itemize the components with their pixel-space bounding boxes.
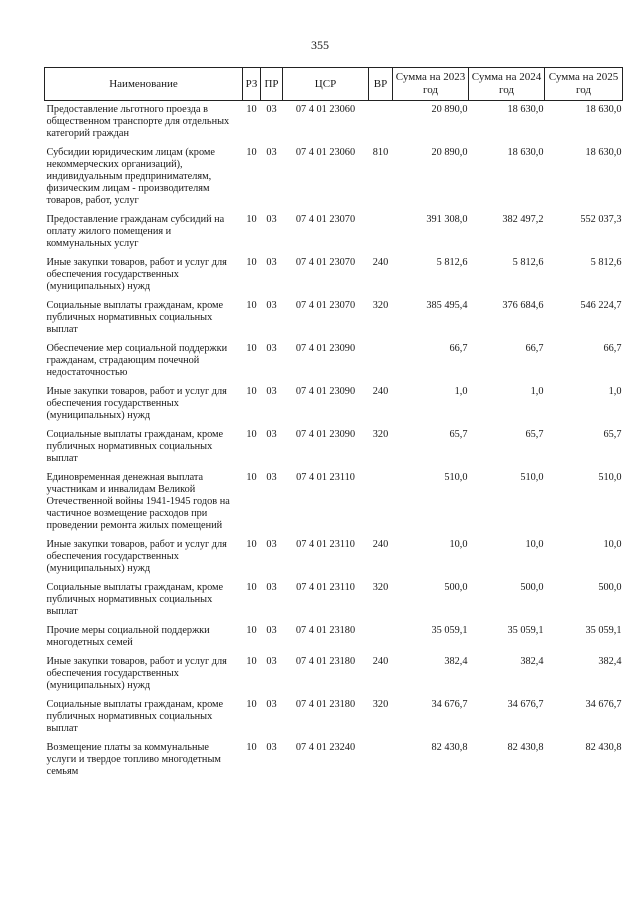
row-rz: 10 [246, 386, 257, 397]
row-vr: 240 [372, 656, 389, 667]
table-row [45, 386, 623, 429]
row-pr: 03 [266, 343, 277, 354]
row-pr: 03 [266, 429, 277, 440]
row-sum-2024: 376 684,6 [502, 300, 544, 311]
row-sum-2024: 82 430,8 [507, 742, 544, 753]
header-sum-2025: Сумма на 2025 год [545, 68, 623, 101]
row-sum-2024: 382 497,2 [502, 214, 544, 225]
row-sum-2025: 1,0 [608, 386, 622, 397]
row-name: Возмещение платы за коммунальные услуги и твердое топливо многодетным семьям [46, 742, 221, 777]
row-vr [369, 214, 393, 257]
row-name: Предоставление льготного проезда в общественном транспорте для отдельных категорий граждан [46, 104, 230, 139]
header-name: Наименование [45, 68, 243, 101]
row-rz: 10 [246, 429, 257, 440]
row-rz: 10 [246, 472, 257, 483]
row-pr: 03 [266, 300, 277, 311]
row-sum-2025: 18 630,0 [585, 147, 622, 158]
table-header-row [45, 68, 623, 101]
row-sum-2025: 510,0 [598, 472, 622, 483]
row-name: Прочие меры социальной поддержки многодетных семей [46, 625, 210, 648]
row-sum-2024: 18 630,0 [507, 104, 544, 115]
row-pr: 03 [266, 656, 277, 667]
row-csr: 07 4 01 23060 [295, 104, 356, 115]
row-csr: 07 4 01 23090 [295, 429, 356, 440]
row-name: Иные закупки товаров, работ и услуг для обеспечения государственных (муниципальных) нужд [46, 539, 227, 574]
row-sum-2023: 20 890,0 [431, 147, 468, 158]
row-csr: 07 4 01 23110 [296, 472, 355, 483]
table-row [45, 429, 623, 472]
header-pr: ПР [261, 68, 283, 101]
row-sum-2023: 500,0 [444, 582, 468, 593]
row-sum-2024: 34 676,7 [507, 699, 544, 710]
row-name: Социальные выплаты гражданам, кроме публичных нормативных социальных выплат [46, 429, 224, 464]
row-csr: 07 4 01 23110 [296, 582, 355, 593]
table-row [45, 300, 623, 343]
row-sum-2024: 5 812,6 [512, 257, 544, 268]
row-name: Социальные выплаты гражданам, кроме публичных нормативных социальных выплат [46, 699, 224, 734]
row-sum-2025: 82 430,8 [585, 742, 622, 753]
row-csr: 07 4 01 23070 [295, 300, 356, 311]
row-sum-2023: 510,0 [444, 472, 468, 483]
row-name: Иные закупки товаров, работ и услуг для обеспечения государственных (муниципальных) нужд [46, 257, 227, 292]
row-sum-2023: 66,7 [449, 343, 468, 354]
row-sum-2025: 18 630,0 [585, 104, 622, 115]
row-vr [369, 343, 393, 386]
table-row [45, 101, 623, 148]
row-sum-2024: 1,0 [530, 386, 544, 397]
row-sum-2025: 546 224,7 [580, 300, 622, 311]
row-sum-2024: 10,0 [525, 539, 544, 550]
row-vr [369, 472, 393, 539]
row-vr: 320 [372, 429, 389, 440]
row-vr [369, 742, 393, 785]
table-row [45, 472, 623, 539]
row-sum-2025: 552 037,3 [580, 214, 622, 225]
row-sum-2023: 382,4 [444, 656, 468, 667]
row-csr: 07 4 01 23090 [295, 343, 356, 354]
row-sum-2025: 66,7 [603, 343, 622, 354]
row-sum-2025: 500,0 [598, 582, 622, 593]
row-rz: 10 [246, 214, 257, 225]
row-sum-2023: 20 890,0 [431, 104, 468, 115]
header-csr: ЦСР [283, 68, 369, 101]
table-row [45, 582, 623, 625]
table-row [45, 214, 623, 257]
row-name: Иные закупки товаров, работ и услуг для обеспечения государственных (муниципальных) нужд [46, 386, 227, 421]
row-rz: 10 [246, 539, 257, 550]
row-vr [369, 625, 393, 656]
row-csr: 07 4 01 23110 [296, 539, 355, 550]
row-name: Социальные выплаты гражданам, кроме публичных нормативных социальных выплат [46, 582, 224, 617]
row-rz: 10 [246, 104, 257, 115]
row-sum-2025: 34 676,7 [585, 699, 622, 710]
page-number: 355 [311, 38, 329, 52]
row-vr: 320 [372, 699, 389, 710]
header-rz: РЗ [243, 68, 261, 101]
row-csr: 07 4 01 23070 [295, 214, 356, 225]
table-row [45, 257, 623, 300]
row-vr: 240 [372, 539, 389, 550]
header-sum-2024: Сумма на 2024 год [469, 68, 545, 101]
row-vr [369, 101, 393, 148]
row-sum-2024: 35 059,1 [507, 625, 544, 636]
row-sum-2023: 82 430,8 [431, 742, 468, 753]
row-vr: 810 [372, 147, 389, 158]
row-rz: 10 [246, 699, 257, 710]
row-rz: 10 [246, 257, 257, 268]
row-csr: 07 4 01 23090 [295, 386, 356, 397]
row-pr: 03 [266, 625, 277, 636]
row-pr: 03 [266, 742, 277, 753]
row-sum-2023: 65,7 [449, 429, 468, 440]
row-sum-2023: 34 676,7 [431, 699, 468, 710]
row-sum-2023: 5 812,6 [436, 257, 468, 268]
row-sum-2025: 35 059,1 [585, 625, 622, 636]
table-row [45, 625, 623, 656]
row-vr: 320 [372, 300, 389, 311]
row-rz: 10 [246, 300, 257, 311]
row-name: Обеспечение мер социальной поддержки гражданам, страдающим почечной недостаточностью [46, 343, 228, 378]
row-name: Предоставление гражданам субсидий на оплату жилого помещения и коммунальных услуг [46, 214, 225, 249]
row-rz: 10 [246, 625, 257, 636]
row-pr: 03 [266, 214, 277, 225]
header-sum-2023: Сумма на 2023 год [393, 68, 469, 101]
row-rz: 10 [246, 742, 257, 753]
row-name: Социальные выплаты гражданам, кроме публичных нормативных социальных выплат [46, 300, 224, 335]
row-sum-2025: 65,7 [603, 429, 622, 440]
row-csr: 07 4 01 23070 [295, 257, 356, 268]
row-sum-2024: 18 630,0 [507, 147, 544, 158]
row-sum-2024: 500,0 [520, 582, 544, 593]
row-vr: 320 [372, 582, 389, 593]
row-csr: 07 4 01 23060 [295, 147, 356, 158]
row-sum-2024: 66,7 [525, 343, 544, 354]
row-vr: 240 [372, 386, 389, 397]
row-rz: 10 [246, 582, 257, 593]
row-sum-2023: 35 059,1 [431, 625, 468, 636]
row-name: Единовременная денежная выплата участникам и инвалидам Великой Отечественной войны 1941-1945 годов на частичное возмещение расходов при проведении ремонта жилых помещений [46, 472, 230, 531]
row-sum-2024: 510,0 [520, 472, 544, 483]
row-pr: 03 [266, 147, 277, 158]
row-sum-2023: 391 308,0 [426, 214, 468, 225]
row-pr: 03 [266, 257, 277, 268]
row-rz: 10 [246, 343, 257, 354]
row-sum-2023: 1,0 [454, 386, 468, 397]
row-sum-2025: 10,0 [603, 539, 622, 550]
table-row [45, 147, 623, 214]
row-rz: 10 [246, 147, 257, 158]
row-csr: 07 4 01 23240 [295, 742, 356, 753]
row-pr: 03 [266, 699, 277, 710]
row-vr: 240 [372, 257, 389, 268]
row-name: Иные закупки товаров, работ и услуг для обеспечения государственных (муниципальных) нужд [46, 656, 227, 691]
row-sum-2025: 5 812,6 [590, 257, 622, 268]
row-csr: 07 4 01 23180 [295, 625, 356, 636]
table-row [45, 742, 623, 785]
row-name: Субсидии юридическим лицам (кроме некоммерческих организаций), индивидуальным предпринимателям, физическим лицам - производителям товаров, работ, услуг [46, 147, 215, 206]
budget-table [44, 67, 623, 785]
row-pr: 03 [266, 386, 277, 397]
row-pr: 03 [266, 582, 277, 593]
row-rz: 10 [246, 656, 257, 667]
table-row [45, 539, 623, 582]
table-row [45, 343, 623, 386]
table-row [45, 656, 623, 699]
row-sum-2023: 385 495,4 [426, 300, 468, 311]
row-csr: 07 4 01 23180 [295, 699, 356, 710]
row-pr: 03 [266, 539, 277, 550]
row-sum-2025: 382,4 [598, 656, 622, 667]
row-pr: 03 [266, 104, 277, 115]
row-csr: 07 4 01 23180 [295, 656, 356, 667]
row-pr: 03 [266, 472, 277, 483]
row-sum-2023: 10,0 [449, 539, 468, 550]
row-sum-2024: 65,7 [525, 429, 544, 440]
header-vr: ВР [369, 68, 393, 101]
row-sum-2024: 382,4 [520, 656, 544, 667]
table-row [45, 699, 623, 742]
